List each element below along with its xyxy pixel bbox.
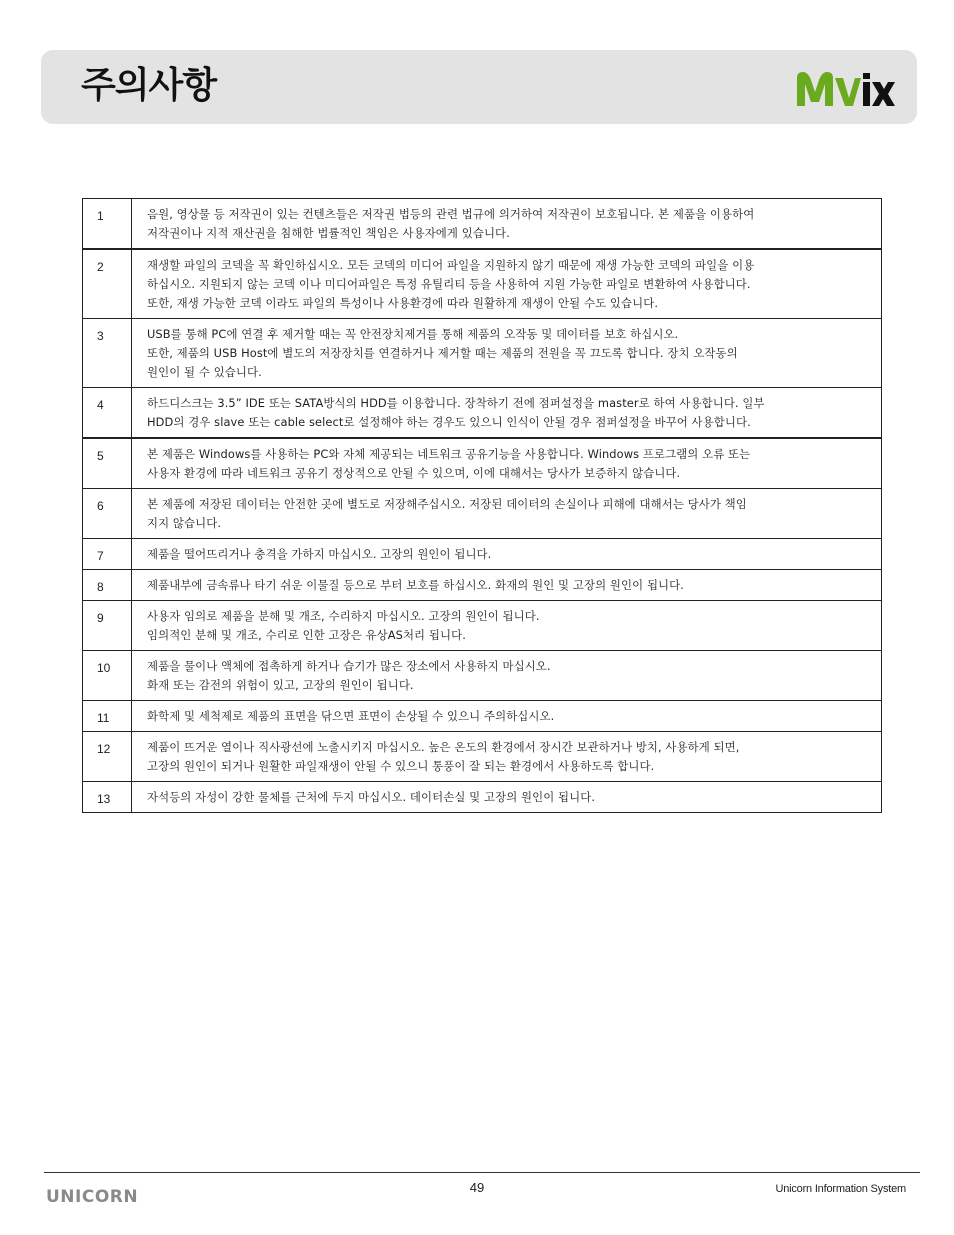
notice-text-line: 제품을 떨어뜨리거나 충격을 가하지 마십시오. 고장의 원인이 됩니다. [147,547,492,561]
notice-text-line: 임의적인 분해 및 개조, 수리로 인한 고장은 유상AS처리 됩니다. [147,628,466,642]
notice-row [83,651,882,701]
mix-brand-logo [795,68,895,108]
notice-text-line: 또한, 재생 가능한 코덱 이라도 파일의 특성이나 사용환경에 따라 원활하게 재생이 안될 수도 있습니다. [147,296,659,310]
notice-text [132,651,882,701]
notice-table [82,198,882,813]
notice-text-line: 제품이 뜨거운 열이나 직사광선에 노출시키지 마십시오. 높은 온도의 환경에서 장시간 보관하거나 방치, 사용하게 되면, [147,740,740,754]
notice-text-line: 자석등의 자성이 강한 물체를 근처에 두지 마십시오. 데이터손실 및 고장의 원인이 됩니다. [147,790,596,804]
company-name: Unicorn Information System [775,1183,906,1195]
notice-text-line: 재생할 파일의 코덱을 꼭 확인하십시오. 모든 코덱의 미디어 파일을 지원하지 않기 때문에 재생 가능한 코덱의 파일을 이용 [147,258,755,272]
notice-row [83,601,882,651]
notice-text-line: 제품내부에 금속류나 타기 쉬운 이물질 등으로 부터 보호를 하십시오. 화재의 원인 및 고장의 원인이 됩니다. [147,578,684,592]
mix-logo-x-mark [872,82,895,106]
notice-text [132,601,882,651]
notice-number: 3 [83,319,132,388]
footer-divider [44,1172,920,1173]
mix-logo-m-mark [797,72,833,106]
notice-row [83,570,882,601]
notice-row [83,199,882,250]
notice-text-line: 하드디스크는 3.5” IDE 또는 SATA방식의 HDD를 이용합니다. 장착하기 전에 점퍼설정을 master로 하여 사용합니다. 일부 [147,396,765,410]
mix-logo-i-stem [863,82,870,106]
notice-row [83,732,882,782]
notice-text [132,199,882,250]
notice-number: 12 [83,732,132,782]
notice-text [132,782,882,813]
page-title: 주의사항 [81,65,217,106]
notice-number: 7 [83,539,132,570]
unicorn-logo-text: UNICORN [46,1187,139,1206]
mix-logo-v-mark [835,78,861,106]
notice-text-line: 하십시오. 지원되지 않는 코덱 이나 미디어파일은 특정 유틸리티 등을 사용하여 지원 가능한 파일로 변환하여 사용합니다. [147,277,751,291]
notice-row [83,701,882,732]
notice-text [132,249,882,319]
notice-text-line: 지지 않습니다. [147,516,222,530]
notice-text-line: 저작권이나 지적 재산권을 침해한 법률적인 책임은 사용자에게 있습니다. [147,226,510,240]
notice-text-line: 제품을 물이나 액체에 접촉하게 하거나 습기가 많은 장소에서 사용하지 마십시오. [147,659,551,673]
notice-row [83,388,882,439]
notice-row [83,319,882,388]
notice-number: 2 [83,249,132,319]
notice-row [83,438,882,489]
notice-text [132,438,882,489]
notice-text [132,539,882,570]
notice-number: 8 [83,570,132,601]
notice-number: 6 [83,489,132,539]
notice-text-line: 사용자 임의로 제품을 분해 및 개조, 수리하지 마십시오. 고장의 원인이 됩니다. [147,609,540,623]
notice-number: 1 [83,199,132,250]
notice-text [132,732,882,782]
notice-row [83,489,882,539]
notice-row [83,249,882,319]
page-number: 49 [469,1180,485,1195]
notice-text-line: 또한, 제품의 USB Host에 별도의 저장장치를 연결하거나 제거할 때는 제품의 전원을 꼭 끄도록 합니다. 장치 오작동의 [147,346,738,360]
notice-number: 5 [83,438,132,489]
notice-text-line: 사용자 환경에 따라 네트워크 공유기 정상적으로 안될 수 있으며, 이에 대해서는 당사가 보증하지 않습니다. [147,466,681,480]
notice-text-line: 음원, 영상물 등 저작권이 있는 컨텐츠들은 저작권 법등의 관련 법규에 의거하여 저작권이 보호됩니다. 본 제품을 이용하여 [147,207,755,221]
notice-row [83,539,882,570]
mix-logo-i-dot [863,73,870,79]
notice-table-body [83,199,882,813]
notice-number: 10 [83,651,132,701]
notice-text-line: 원인이 될 수 있습니다. [147,365,262,379]
notice-text [132,388,882,439]
notice-number: 11 [83,701,132,732]
notice-number: 4 [83,388,132,439]
notice-text [132,489,882,539]
notice-text-line: 화학제 및 세척제로 제품의 표면을 닦으면 표면이 손상될 수 있으니 주의하십시오. [147,709,555,723]
notice-text [132,570,882,601]
notice-text-line: HDD의 경우 slave 또는 cable select로 설정해야 하는 경우도 있으니 인식이 안될 경우 점퍼설정을 바꾸어 사용합니다. [147,415,751,429]
notice-text-line: 화재 또는 감전의 위험이 있고, 고장의 원인이 됩니다. [147,678,414,692]
notice-text-line: 고장의 원인이 되거나 원활한 파일재생이 안될 수 있으니 통풍이 잘 되는 환경에서 사용하도록 합니다. [147,759,655,773]
notice-text-line: USB를 통해 PC에 연결 후 제거할 때는 꼭 안전장치제거를 통해 제품의 오작동 및 데이터를 보호 하십시오. [147,327,679,341]
notice-text [132,319,882,388]
notice-text-line: 본 제품은 Windows를 사용하는 PC와 자체 제공되는 네트워크 공유기능을 사용합니다. Windows 프로그램의 오류 또는 [147,447,751,461]
header-band [41,50,917,124]
notice-row [83,782,882,813]
notice-number: 13 [83,782,132,813]
notice-text-line: 본 제품에 저장된 데이터는 안전한 곳에 별도로 저장해주십시오. 저장된 데이터의 손실이나 피해에 대해서는 당사가 책임 [147,497,747,511]
notice-number: 9 [83,601,132,651]
notice-text [132,701,882,732]
